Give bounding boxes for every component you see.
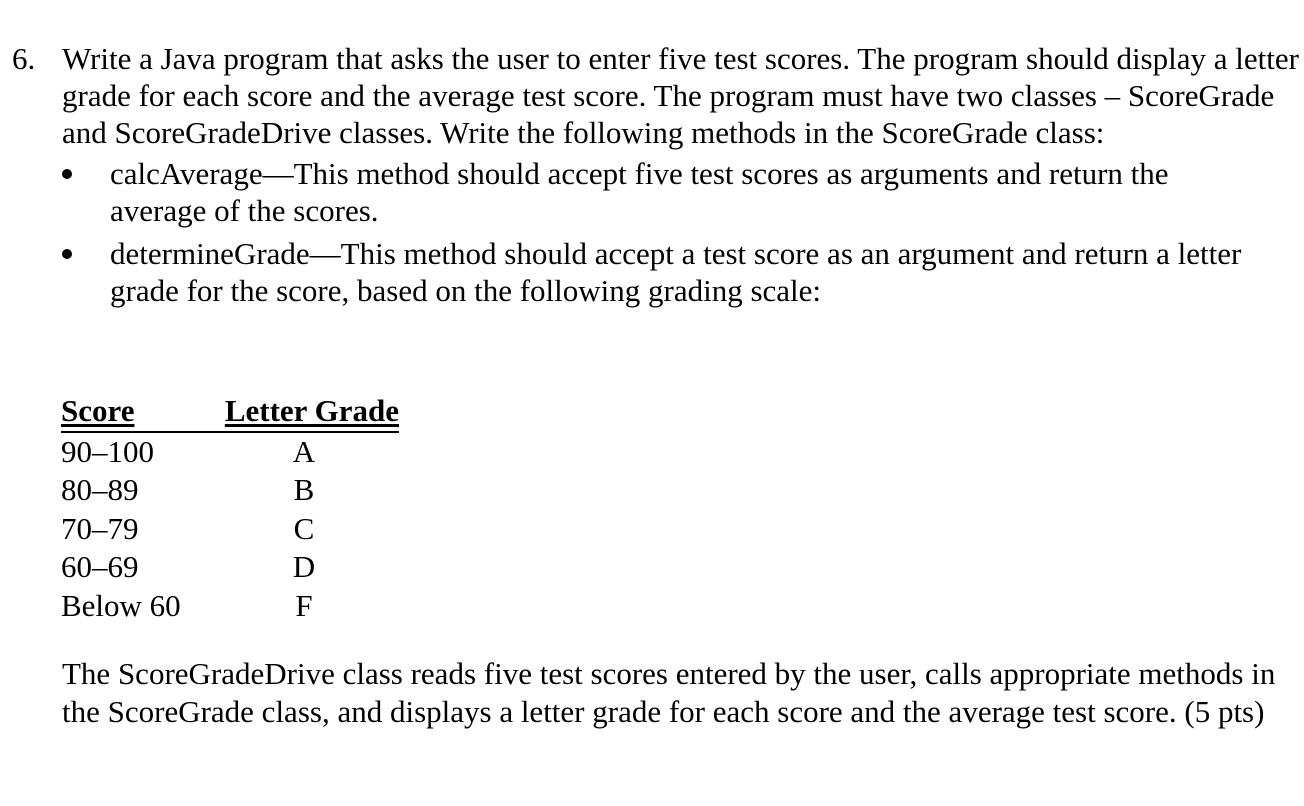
letter-cell: A [292,433,316,469]
letter-cell: F [295,587,313,623]
bullet-icon [62,169,72,179]
closing-paragraph: The ScoreGradeDrive class reads five test scores entered by the user, calls appropriate methods in the ScoreGrade class, and displays a letter grade for each score and the average test score. (5 pts) [62,656,1276,729]
header-letter-grade: Letter Grade [209,392,399,432]
table-row [61,587,399,626]
method-item-calc-average [62,155,1260,229]
score-cell: Below 60 [61,587,181,623]
score-cell: 80–89 [61,472,139,507]
method-item-determine-grade [62,235,1260,309]
question-body [62,40,1302,315]
question-number: 6. [12,41,36,76]
table-row [61,548,399,587]
method-text: calcAverage—This method should accept five test scores as arguments and return the average of the scores. [110,156,1169,228]
score-cell: 60–69 [61,549,139,584]
table-header-row [61,392,399,432]
letter-cell: C [293,510,315,546]
header-score: Score [61,392,209,432]
table-row [61,510,399,549]
grading-scale-table [61,392,399,625]
question-intro: Write a Java program that asks the user to enter five test scores. The program should display a letter grade for each score and the average test score. The program must have two classes – ScoreGrade and ScoreGradeDrive classes. Write the following methods in the ScoreGrade class: [62,41,1299,150]
table-row [61,432,399,472]
method-text: determineGrade—This method should accept a test score as an argument and return a letter grade for the score, based on the following grading scale: [110,236,1242,308]
score-cell: 70–79 [61,510,139,546]
letter-cell: B [293,472,315,507]
letter-cell: D [292,549,316,584]
method-list [62,155,1302,309]
score-cell: 90–100 [61,433,154,469]
table-row [61,471,399,510]
bullet-icon [62,249,72,259]
